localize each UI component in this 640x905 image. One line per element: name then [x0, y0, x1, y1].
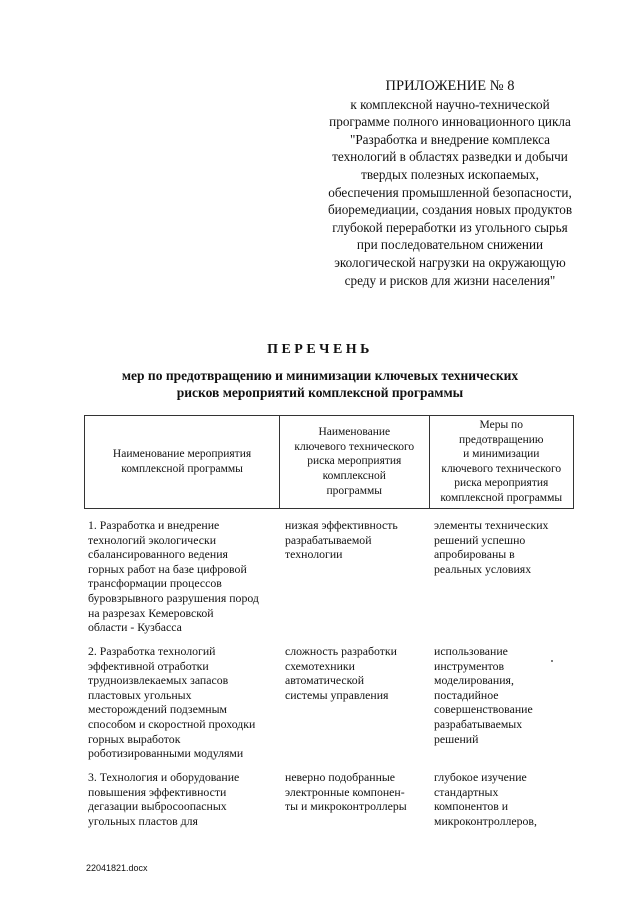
cell-event	[88, 644, 284, 761]
table-header	[84, 415, 574, 509]
cell-line: сложность разработки	[285, 644, 397, 658]
appendix-line: обеспечения промышленной безопасности,	[328, 184, 572, 200]
header-line: программы	[326, 484, 383, 497]
cell-measures	[434, 770, 576, 828]
appendix-line: при последовательном снижении	[356, 237, 544, 253]
table-header-row	[85, 416, 574, 509]
cell-line: компонентов и	[434, 799, 509, 814]
appendix-line: к комплексной научно-технической	[350, 96, 550, 112]
document-title: ПЕРЕЧЕНЬ	[267, 342, 373, 357]
cell-line: 1. Разработка и внедрение	[88, 518, 220, 532]
header-line: ключевого технического	[294, 440, 415, 453]
cell-line: реальных условиях	[434, 561, 532, 576]
cell-line: трудноизвлекаемых запасов	[88, 673, 229, 688]
appendix-block	[270, 78, 630, 289]
cell-line: разрабатываемых	[434, 716, 523, 731]
cell-line: совершенствование	[434, 702, 533, 717]
cell-line: буровзрывного разрушения пород	[88, 590, 259, 605]
cell-risk	[285, 644, 425, 702]
cell-risk	[285, 518, 425, 562]
cell-line: постадийное	[434, 687, 499, 702]
subtitle-line: мер по предотвращению и минимизации ключевых технических	[121, 368, 519, 383]
cell-line: на разрезах Кемеровской	[88, 605, 214, 620]
cell-line: сбалансированного ведения	[88, 547, 228, 562]
header-cell-measures	[429, 416, 574, 509]
header-line: ключевого технического	[441, 462, 562, 475]
cell-line: роботизированными модулями	[88, 746, 244, 761]
cell-line: эффективной отработки	[88, 658, 209, 673]
appendix-line: твердых полезных ископаемых,	[361, 166, 539, 182]
document-subtitle	[0, 367, 640, 401]
cell-line: горных работ на базе цифровой	[88, 561, 247, 576]
cell-line: разрабатываемой	[285, 532, 372, 547]
cell-line: повышения эффективности	[88, 784, 227, 799]
header-line: Наименование	[318, 426, 391, 439]
appendix-line: экологической нагрузки на окружающую	[334, 254, 566, 270]
cell-line: использование	[434, 644, 508, 658]
cell-event	[88, 770, 284, 828]
cell-measures	[434, 644, 576, 746]
header-cell-risk	[280, 416, 429, 509]
cell-line: моделирования,	[434, 673, 514, 688]
header-line: и минимизации	[463, 448, 540, 461]
cell-line: технологии	[285, 547, 343, 562]
header-line: риска мероприятия	[454, 477, 549, 490]
subtitle-line: рисков мероприятий комплексной программы	[176, 385, 464, 400]
cell-risk	[285, 770, 425, 814]
cell-line: схемотехники	[285, 658, 355, 673]
cell-line: месторождений подземным	[88, 702, 227, 717]
cell-line: решений	[434, 731, 479, 746]
cell-line: апробированы в	[434, 547, 515, 562]
header-line: предотвращению	[459, 433, 544, 446]
appendix-line: программе полного инновационного цикла	[329, 114, 571, 130]
cell-line: 2. Разработка технологий	[88, 644, 216, 658]
appendix-line: технологий в областях разведки и добычи	[332, 149, 568, 165]
appendix-line: глубокой переработки из угольного сырья	[332, 219, 568, 235]
header-cell-event	[85, 416, 280, 509]
cell-line: 3. Технология и оборудование	[88, 770, 240, 784]
cell-event	[88, 518, 284, 635]
cell-line: ты и микроконтроллеры	[285, 799, 407, 814]
cell-line: пластовых угольных	[88, 687, 192, 702]
cell-measures	[434, 518, 576, 576]
appendix-heading: ПРИЛОЖЕНИЕ № 8	[385, 78, 515, 94]
cell-line: автоматической	[285, 673, 365, 688]
cell-line: угольных пластов для	[88, 813, 198, 828]
header-line: Меры по	[479, 419, 523, 431]
cell-line: электронные компонен-	[285, 784, 405, 799]
cell-line: стандартных	[434, 784, 499, 799]
cell-line: дегазации выбросоопасных	[88, 799, 227, 814]
cell-line: элементы технических	[434, 518, 549, 532]
appendix-line: биоремедиации, создания новых продуктов	[327, 202, 573, 218]
cell-line: способом и скоростной проходки	[88, 716, 256, 731]
header-line: комплексной программы	[440, 491, 563, 504]
cell-line: низкая эффективность	[285, 518, 398, 532]
cell-line: решений успешно	[434, 532, 526, 547]
cell-line: трансформации процессов	[88, 576, 222, 591]
cell-line: глубокое изучение	[434, 770, 527, 784]
appendix-line: "Разработка и внедрение комплекса	[349, 131, 551, 147]
cell-line: неверно подобранные	[285, 770, 396, 784]
cell-line: системы управления	[285, 687, 389, 702]
scan-speck	[551, 660, 553, 662]
cell-line: технологий экологически	[88, 532, 217, 547]
cell-line: горных выработок	[88, 731, 181, 746]
header-line: риска мероприятия	[307, 455, 402, 468]
cell-line: инструментов	[434, 658, 505, 673]
header-line: комплексной	[322, 470, 386, 483]
header-line: Наименование мероприятия	[112, 448, 252, 461]
header-line: комплексной программы	[121, 462, 243, 475]
appendix-line: среду и рисков для жизни населения"	[344, 272, 556, 288]
cell-line: микроконтроллеров,	[434, 813, 537, 828]
cell-line: области - Кузбасса	[88, 620, 182, 635]
file-name-footer: 22041821.docx	[86, 863, 148, 873]
